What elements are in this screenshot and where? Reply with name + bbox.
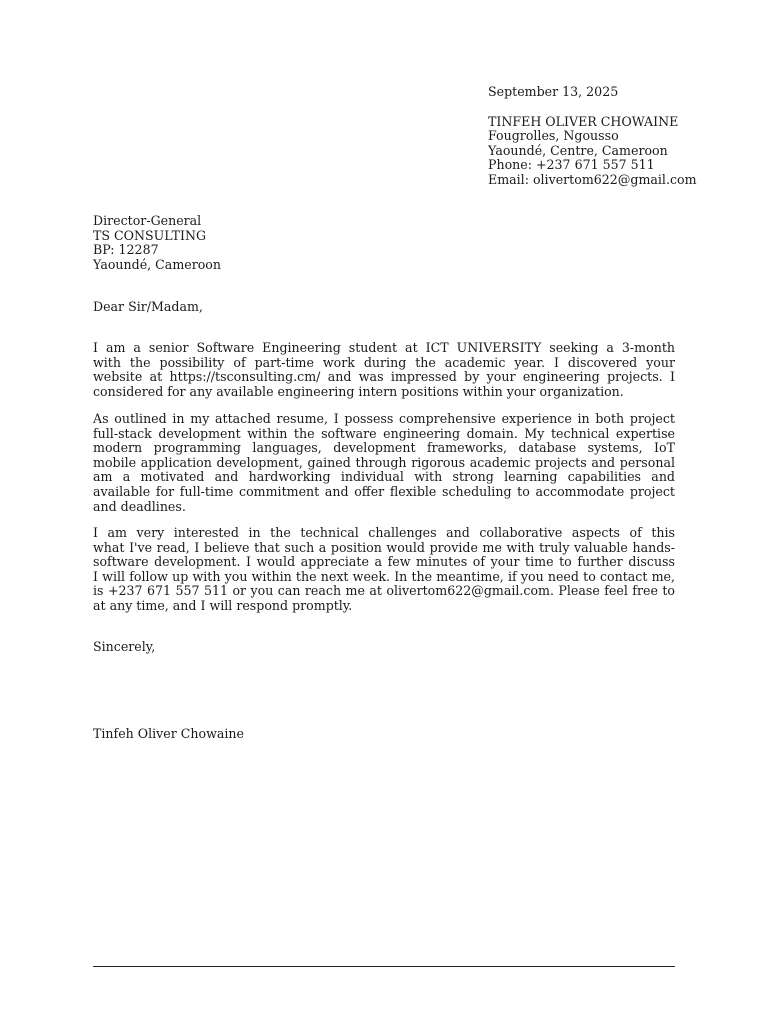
footer-divider [93,966,675,967]
letter-date: September 13, 2025 [488,84,619,99]
body-paragraph-2 [93,412,675,514]
paragraph-line: website at https://tsconsulting.cm/ and was impressed by your engineering projects. I [93,370,675,385]
paragraph-line: software development. I would appreciate a few minutes of your time to further discuss [93,555,675,570]
paragraph-line: at any time, and I will respond promptly. [93,598,353,613]
recipient-block [93,214,393,272]
recipient-po-box: BP: 12287 [93,242,159,258]
salutation [93,300,493,315]
paragraph-line: am a motivated and hardworking individual with strong learning capabilities and [93,470,675,485]
sender-phone: Phone: +237 671 557 511 [488,157,655,173]
salutation-text: Dear Sir/Madam, [93,299,203,314]
sender-block [488,84,697,188]
closing-text: Sincerely, [93,639,156,654]
paragraph-line: I am a senior Software Engineering student at ICT UNIVERSITY seeking a 3-month [93,341,675,355]
paragraph-line: available for full-time commitment and offer flexible scheduling to accommodate project [93,484,675,499]
paragraph-line: and deadlines. [93,499,186,514]
sender-address-line2: Yaoundé, Centre, Cameroon [488,142,668,158]
sender-address-line1: Fougrolles, Ngousso [488,128,619,144]
closing-block [93,640,393,655]
signature-name: Tinfeh Oliver Chowaine [93,726,244,741]
paragraph-line: I will follow up with you within the next week. In the meantime, if you need to contact me, [93,569,675,584]
paragraph-line: modern programming languages, development frameworks, database systems, IoT [93,441,675,456]
paragraph-line: I am very interested in the technical challenges and collaborative aspects of this [93,526,675,540]
recipient-city: Yaoundé, Cameroon [93,256,222,272]
paragraph-line: mobile application development, gained through rigorous academic projects and personal [93,455,675,470]
sender-email: Email: olivertom622@gmail.com [488,171,697,187]
sender-name: TINFEH OLIVER CHOWAINE [488,113,679,129]
body-paragraph-3 [93,526,675,614]
paragraph-line: is +237 671 557 511 or you can reach me at olivertom622@gmail.com. Please feel free to [93,584,675,599]
paragraph-line: with the possibility of part-time work during the academic year. I discovered your [93,355,675,370]
body-paragraph-1 [93,341,675,399]
paragraph-line: what I've read, I believe that such a position would provide me with truly valuable hands- [93,540,675,555]
recipient-company: TS CONSULTING [93,227,207,243]
paragraph-line: considered for any available engineering intern positions within your organization. [93,384,624,399]
paragraph-line: As outlined in my attached resume, I possess comprehensive experience in both project [93,412,675,426]
paragraph-line: full-stack development within the software engineering domain. My technical expertise [93,426,675,441]
recipient-title: Director-General [93,213,202,228]
signature-block [93,727,393,742]
